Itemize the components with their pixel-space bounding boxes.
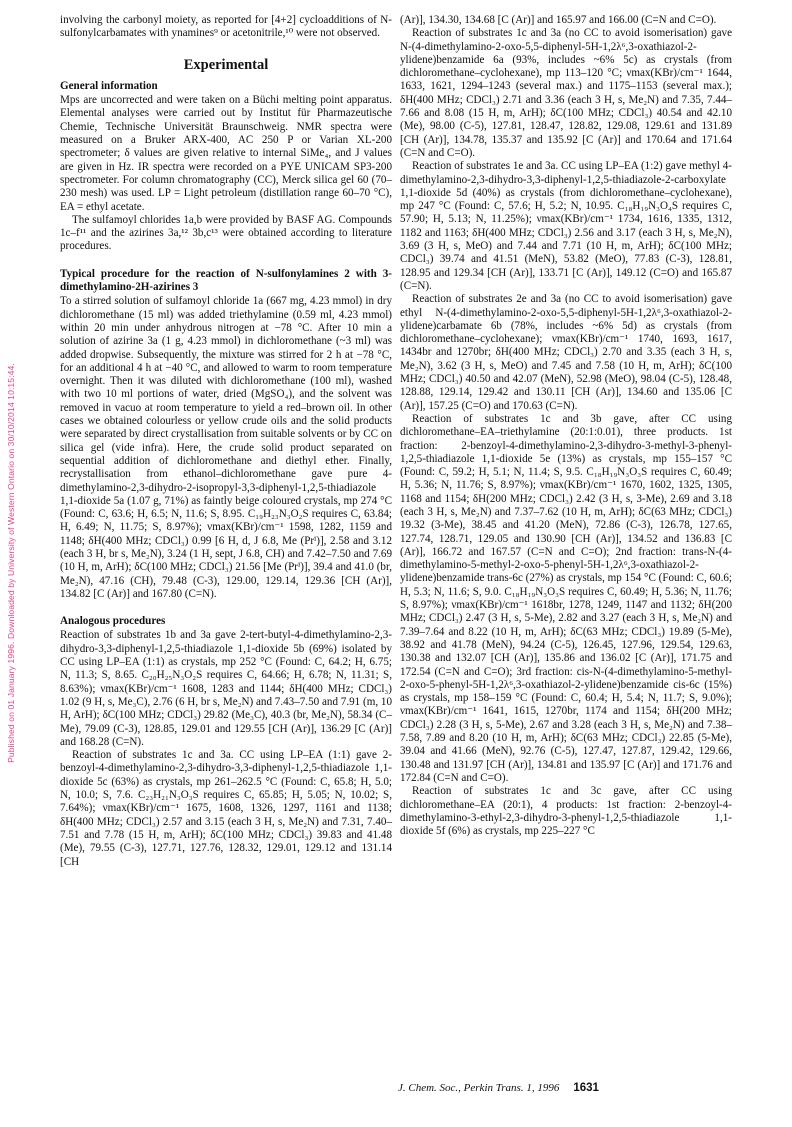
page-number: 1631 [573,1082,599,1094]
section-title-experimental: Experimental [183,56,269,73]
general-information-heading: General information [60,79,158,92]
right-column [400,14,732,838]
intro-paragraph: involving the carbonyl moiety, as reported for [4+2] cycloadditions of N-sulfonylcarbamates with ynamines⁹ or acetonitrile,¹⁰ were not observed. [60,14,392,40]
journal-citation: J. Chem. Soc., Perkin Trans. 1, 1996 [398,1082,560,1094]
right-paragraph-3: Reaction of substrates 2e and 3a (no CC to avoid isomerisation) gave ethyl N-(4-dimethylamino-2-oxo-5,5-diphenyl-5H-1,2λ⁶,3-oxathiazol-2-ylidene)carbamate 6b (78%, includes ~6% 5d) as crystals (from dichloromethane–cyclohexane); νmax(KBr)/cm⁻¹ 1740, 1693, 1617, 1434br and 1270br; δH(400 MHz; CDCl₃) 2.70 and 3.35 (each 3 H, s, Me₂N), 3.62 (3 H, s, MeO) and 7.45 and 7.58 (10 H, m, ArH); δC(100 MHz; CDCl₃) 40.50 and 42.07 (MeN), 52.98 (MeO), 98.04 (C-5), 128.48, 128.88, 129.14, 129.42 and 130.11 [CH (Ar)], 134.60 and 135.06 [C (Ar)], 157.25 (C=O) and 170.63 (C=N). [400,293,732,412]
general-paragraph-1: Mps are uncorrected and were taken on a Büchi melting point apparatus. Elemental analyses were carried out by Institut für Pharmazeutische Chemie, Technische Universität Braunschweig. NMR spectra were measured on a Bruker ARX-400, AC 250 P or Varian XL-200 spectrometer; δ values are given relative to internal SiMe₄, and J values are given in Hz. IR spectra were recorded on a PYE UNICAM SP3-200 spectrometer. For column chromatography (CC), Merck silica gel 60 (70–230 mesh) was used. LP = Light petroleum (distillation range 60–70 °C), EA = ethyl acetate. [60,94,392,213]
typical-procedure-heading: Typical procedure for the reaction of N-sulfonylamines 2 with 3-dimethylamino-2H-azirines 3 [60,267,392,294]
right-paragraph-5: Reaction of substrates 1c and 3c gave, after CC using dichloromethane–EA (20:1), 4 products: 1st fraction: 2-benzoyl-4-dimethylamino-3-ethyl-2,3-dihydro-3-phenyl-1,2,5-thiadiazole 1,1-dioxide 5f (6%) as crystals, mp 225–227 °C [400,785,732,838]
left-column [60,14,392,869]
analogous-procedures-heading: Analogous procedures [60,615,166,628]
download-watermark [0,0,22,1127]
download-watermark-text: Published on 01 January 1996. Downloaded by University of Western Ontario on 30/10/2014 10:15:44. [6,363,16,763]
analogous-paragraph-2: Reaction of substrates 1c and 3a. CC using LP–EA (1:1) gave 2-benzoyl-4-dimethylamino-2,3-dihydro-3,3-diphenyl-1,2,5-thiadiazole 1,1-dioxide 5c (63%) as crystals, mp 261–262.5 °C (Found: C, 65.8; H, 5.0; N, 10.0; S, 7.6. C₂₃H₂₁N₃O₃S requires C, 65.85; H, 5.05; N, 10.02; S, 7.64%); νmax(KBr)/cm⁻¹ 1675, 1608, 1326, 1297, 1161 and 1138; δH(400 MHz; CDCl₃) 2.57 and 3.15 (each 3 H, s, Me₂N) and 7.31, 7.40–7.51 and 7.78 (15 H, m, ArH); δC(100 MHz; CDCl₃) 39.83 and 41.48 (Me), 79.55 (C-3), 127.71, 127.76, 128.32, 129.01, 129.12 and 131.14 [CH [60,749,392,868]
right-paragraph-2: Reaction of substrates 1e and 3a. CC using LP–EA (1:2) gave methyl 4-dimethylamino-2,3-dihydro-3,3-diphenyl-1,2,5-thiadiazole-2-carboxylate 1,1-dioxide 5d (40%) as crystals (from dichloromethane–cyclohexane), mp 247 °C (Found: C, 57.6; H, 5.2; N, 10.95. C₁₈H₁₉N₃O₄S requires C, 57.90; H, 5.13; N, 11.25%); νmax(KBr)/cm⁻¹ 1734, 1616, 1335, 1312, 1182 and 1163; δH(400 MHz; CDCl₃) 2.56 and 3.17 (each 3 H, s, Me₂N), 3.69 (3 H, s, MeO) and 7.44 and 7.71 (10 H, m, ArH); δC(100 MHz; CDCl₃) 39.74 and 41.51 (MeN), 53.82 (MeO), 77.83 (C-3), 128.81, 128.95 and 129.34 [CH (Ar)], 133.71 [C (Ar)], 149.12 (C=O) and 165.87 (C=N). [400,160,732,292]
right-paragraph-1: Reaction of substrates 1c and 3a (no CC to avoid isomerisation) gave N-(4-dimethylamino-2-oxo-5,5-diphenyl-5H-1,2λ⁶,3-oxathiazol-2-ylidene)benzamide 6a (93%, includes ~6% 5c) as crystals (from dichloromethane–cyclohexane), mp 113–120 °C; νmax(KBr)/cm⁻¹ 1644, 1633, 1621, 1294–1243 (several max.) and 1175–1153 (several max.); δH(400 MHz; CDCl₃) 2.71 and 3.36 (each 3 H, s, Me₂N) and 7.35, 7.44–7.66 and 8.08 (15 H, m, ArH); δC(100 MHz; CDCl₃) 40.54 and 42.10 (Me), 98.00 (C-5), 127.81, 128.47, 128.82, 129.08, 129.61 and 131.89 [CH (Ar)], 134.78, 135.37 and 135.92 [C (Ar)] and 170.64 and 171.64 (C=N and C=O). [400,27,732,159]
right-paragraph-4: Reaction of substrates 1c and 3b gave, after CC using dichloromethane–EA–triethylamine (20:1:0.01), three products. 1st fraction: 2-benzoyl-4-dimethylamino-2,3-dihydro-3-methyl-3-phenyl-1,2,5-thiadiazole 1,1-dioxide 5e (13%) as crystals, mp 155–157 °C (Found: C, 59.2; H, 5.1; N, 11.4; S, 9.5. C₁₈H₁₉N₃O₃S requires C, 60.49; H, 5.36; N, 11.76; S, 8.97%); νmax(KBr)/cm⁻¹ 1670, 1602, 1325, 1305, 1168 and 1154; δH(200 MHz; CDCl₃) 2.42 (3 H, s, 3-Me), 2.69 and 3.18 (each 3 H, s, Me₂N) and 7.37–7.62 (10 H, m, ArH); δC(63 MHz; CDCl₃) 19.32 (3-Me), 38.45 and 41.20 (MeN), 72.86 (C-3), 126.78, 127.65, 127.74, 128.71, 129.05 and 130.90 [CH (Ar)], 134.52 and 136.83 [C (Ar)], 166.72 and 167.57 (C=N and C=O); 2nd fraction: trans-N-(4-dimethylamino-5-methyl-2-oxo-5-phenyl-5H-1,2λ⁶,3-oxathiazol-2-ylidene)benzamide trans-6c (27%) as crystals, mp 154 °C (Found: C, 60.6; H, 5.3; N, 11.6; S, 9.0. C₁₈H₁₉N₃O₃S requires C, 60.49; H, 5.36; N, 11.76; S, 8.97%); νmax(KBr)/cm⁻¹ 1618br, 1278, 1249, 1147 and 1132; δH(200 MHz; CDCl₃) 2.47 (3 H, s, 5-Me), 2.82 and 3.27 (each 3 H, s, Me₂N) and 7.39–7.64 and 8.22 (10 H, m, ArH); δC(63 MHz; CDCl₃) 19.89 (5-Me), 38.92 and 41.78 (MeN), 94.24 (C-5), 126.45, 127.96, 129.54, 129.63, 130.38 and 132.07 [CH (Ar)], 135.86 and 136.02 [C (Ar)], 171.75 and 172.54 (C=N and C=O); 3rd fraction: cis-N-(4-dimethylamino-5-methyl-2-oxo-5-phenyl-5H-1,2λ⁶,3-oxathiazol-2-ylidene)benzamide cis-6c (15%) as crystals, mp 158–159 °C (Found: C, 60.4; H, 5.4; N, 11.7; S, 9.0%); νmax(KBr)/cm⁻¹ 1641, 1615, 1270br, 1174 and 1154; δH(200 MHz; CDCl₃) 2.28 (3 H, s, 5-Me), 2.67 and 3.28 (each 3 H, s, Me₂N) and 7.38–7.58, 7.89 and 8.20 (10 H, m, ArH); δC(63 MHz; CDCl₃) 22.85 (5-Me), 39.04 and 41.66 (MeN), 92.76 (C-5), 127.47, 127.87, 129.42, 129.66, 130.48 and 131.97 [CH (Ar)], 134.81 and 135.97 [C (Ar)] and 171.76 and 172.84 (C=N and C=O). [400,412,732,784]
page-footer [398,1082,732,1094]
analogous-paragraph-1: Reaction of substrates 1b and 3a gave 2-tert-butyl-4-dimethylamino-2,3-dihydro-3,3-diphenyl-1,2,5-thiadiazole 1,1-dioxide 5b (69%) isolated by CC using LP–EA (1:1) as crystals, mp 252 °C (Found: C, 64.2; H, 6.75; N, 11.3; S, 8.65. C₂₀H₂₅N₃O₂S requires C, 64.66; H, 6.78; N, 11.31; S, 8.63%); νmax(KBr)/cm⁻¹ 1608, 1283 and 1144; δH(400 MHz; CDCl₃) 1.02 (9 H, s, Me₃C), 2.76 (6 H, br s, Me₂N) and 7.43–7.50 and 7.91 (m, 10 H, ArH); δC(100 MHz; CDCl₃) 29.82 (Me₃C), 40.3 (br, Me₂N), 58.34 (C–Me), 79.09 (C-3), 128.85, 129.01 and 129.55 [CH (Ar)], 136.29 [C (Ar)] and 168.28 (C=N). [60,629,392,748]
typical-procedure-paragraph: To a stirred solution of sulfamoyl chloride 1a (667 mg, 4.23 mmol) in dry dichloromethane (15 ml) was added triethylamine (0.59 ml, 4.23 mmol) within 20 min under anhydrous nitrogen at −78 °C. After 10 min a solution of azirine 3a (1 g, 4.23 mmol) in dichloromethane (~3 ml) was added dropwise. Subsequently, the mixture was stirred for 2 h at −78 °C, for an additional 4 h at −40 °C, and allowed to warm to room temperature overnight. Then it was diluted with dichloromethane (100 ml), washed with two 10 ml portions of water, dried (MgSO₄), and the solvent was removed in vacuo at room temperature to yield a red–brown oil. In other cases we obtained colourless or yellow crude oils and the solid products were separated by direct crystallisation from suitable solvents or by CC on silica gel (vide infra). Here, the crude solid product separated on sequential addition of dichloromethane and diethyl ether. Finally, recrystallisation from ethanol–dichloromethane gave pure 4-dimethylamino-2,3-dihydro-2-isopropyl-3,3-diphenyl-1,2,5-thiadiazole 1,1-dioxide 5a (1.07 g, 71%) as faintly beige coloured crystals, mp 274 °C (Found: C, 63.6; H, 6.5; N, 11.6; S, 8.95. C₁₉H₂₃N₃O₂S requires C, 63.84; H, 6.49; N, 11.75; S, 8.97%); νmax(KBr)/cm⁻¹ 1598, 1282, 1159 and 1148; δH(400 MHz; CDCl₃) 0.99 [6 H, d, J 6.8, Me (Prⁱ)], 2.58 and 3.12 (each 3 H, br s, Me₂N), 3.24 (1 H, sept, J 6.8, CH) and 7.42–7.50 and 7.69 (10 H, m, ArH); δC(100 MHz; CDCl₃) 21.56 [Me (Prⁱ)], 39.4 and 41.0 (br, Me₂N), 47.16 (CH), 79.48 (C-3), 129.00, 129.14, 129.36 [CH (Ar)], 134.82 [C (Ar)] and 167.80 (C=N). [60,295,392,600]
right-paragraph-0: (Ar)], 134.30, 134.68 [C (Ar)] and 165.97 and 166.00 (C=N and C=O). [400,14,717,26]
general-paragraph-2: The sulfamoyl chlorides 1a,b were provided by BASF AG. Compounds 1c–f¹¹ and the azirines 3a,¹² 3b,c¹³ were obtained according to literature procedures. [60,213,392,253]
